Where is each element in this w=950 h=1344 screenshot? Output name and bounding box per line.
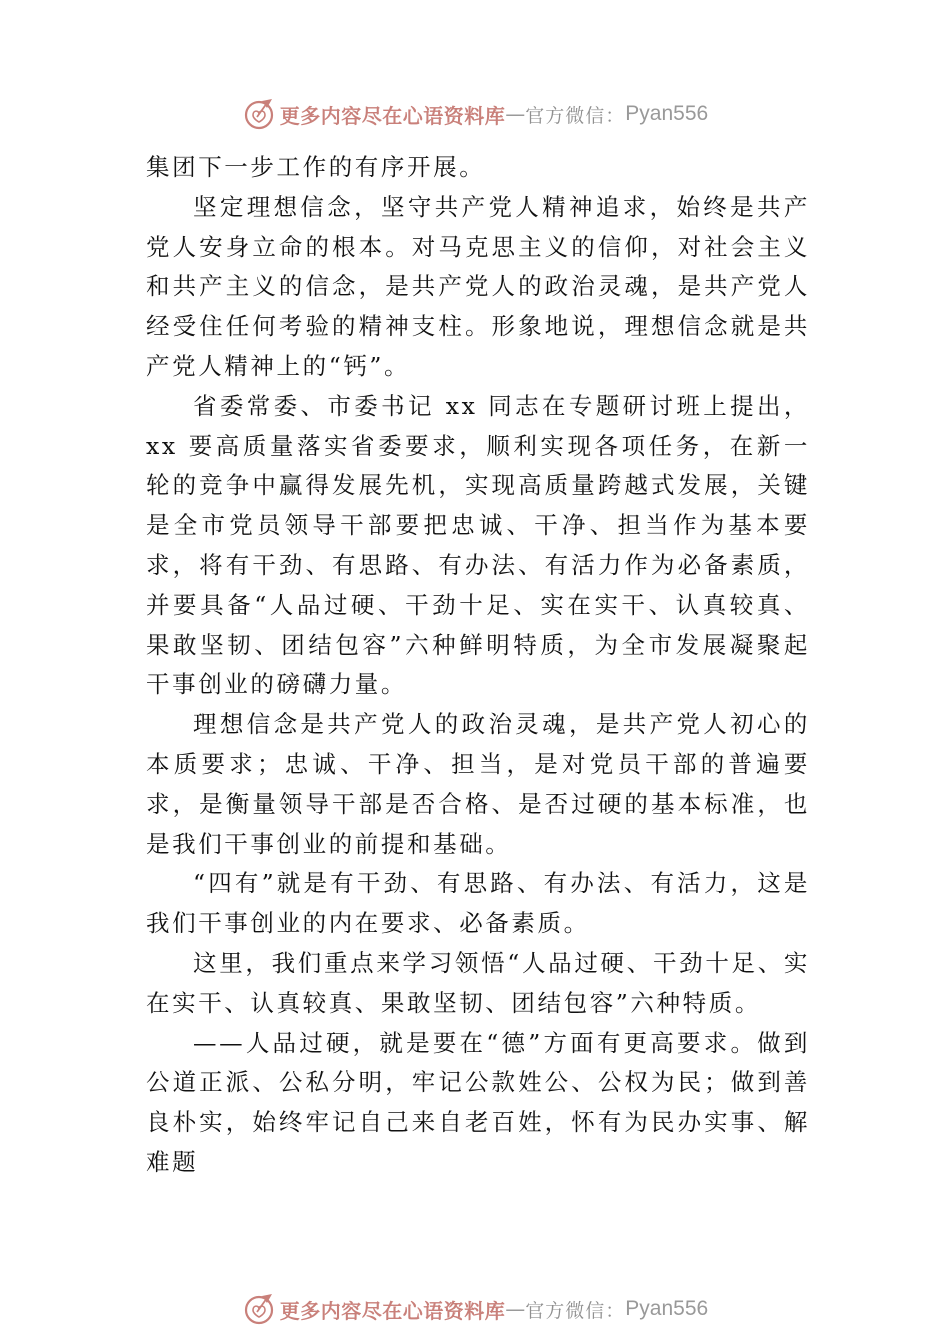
wechat-label: 官方微信：	[525, 104, 626, 127]
brand-text: 更多内容尽在心语资料库	[279, 103, 506, 128]
pen-heart-logo-icon	[242, 1292, 276, 1326]
paragraph: “四有”就是有干劲、有思路、有办法、有活力，这是我们干事创业的内在要求、必备素质。	[146, 869, 810, 938]
wechat-id: Pyan556	[625, 102, 709, 125]
pen-heart-logo-icon	[242, 97, 276, 131]
paragraph: 理想信念是共产党人的政治灵魂，是共产党人初心的本质要求；忠诚、干净、担当，是对党员干部的普遍要求，是衡量领导干部是否合格、是否过硬的基本标准，也是我们干事创业的前提和基础。	[146, 710, 810, 858]
document-body	[146, 148, 810, 1183]
footer-watermark-banner	[0, 1287, 950, 1331]
paragraph: 这里，我们重点来学习领悟“人品过硬、干劲十足、实在实干、认真较真、果敢坚韧、团结包容”六种特质。	[146, 948, 810, 1017]
banner-separator: —	[505, 1297, 526, 1321]
brand-text: 更多内容尽在心语资料库	[279, 1298, 506, 1323]
header-watermark-banner	[0, 92, 950, 136]
paragraph: 坚定理想信念，坚守共产党人精神追求，始终是共产党人安身立命的根本。对马克思主义的信仰，对社会主义和共产主义的信念，是共产党人的政治灵魂，是共产党人经受住任何考验的精神支柱。形象地说，理想信念就是共产党人精神上的“钙”。	[146, 192, 810, 380]
paragraph-continued: 集团下一步工作的有序开展。	[146, 153, 486, 181]
paragraph: ——人品过硬，就是要在“德”方面有更高要求。做到公道正派、公私分明，牢记公款姓公、公权为民；做到善良朴实，始终牢记自己来自老百姓，怀有为民办实事、解难题	[146, 1028, 810, 1176]
banner-separator: —	[505, 102, 526, 126]
wechat-id: Pyan556	[625, 1297, 709, 1320]
wechat-label: 官方微信：	[525, 1299, 626, 1322]
paragraph: 省委常委、市委书记 xx 同志在专题研讨班上提出，xx 要高质量落实省委要求，顺利实现各项任务，在新一轮的竞争中赢得发展先机，实现高质量跨越式发展，关键是全市党员领导干部要把忠诚、干净、担当作为基本要求，将有干劲、有思路、有办法、有活力作为必备素质，并要具备“人品过硬、干劲十足、实在实干、认真较真、果敢坚韧、团结包容”六种鲜明特质，为全市发展凝聚起干事创业的磅礴力量。	[146, 391, 810, 699]
